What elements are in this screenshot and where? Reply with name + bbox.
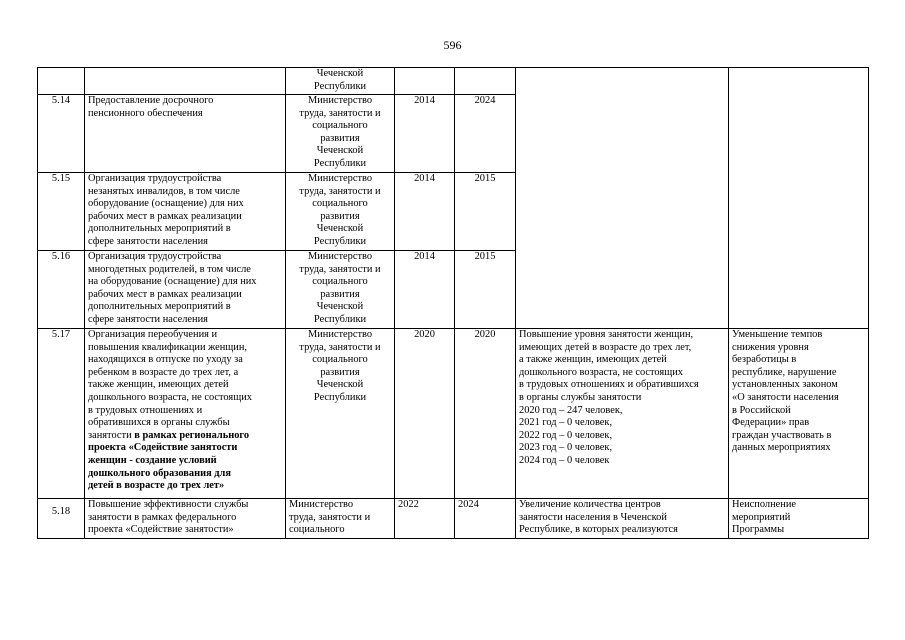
consequence-line: мероприятий: [732, 511, 791, 523]
executor-line: Чеченской: [316, 68, 364, 79]
program-activities-table: [37, 67, 869, 539]
end-year-cell: 2015: [455, 251, 516, 329]
activity-name-bold-text: в рамках регионального: [134, 429, 250, 441]
result-line: в органы службы занятости: [519, 391, 642, 403]
executor-cell: [286, 95, 395, 173]
executor-line: труда, занятости и: [299, 263, 381, 275]
end-year-cell: [455, 68, 516, 95]
activity-name-line: оборудование (оснащение) для них: [88, 198, 244, 210]
activity-name-cell: [85, 173, 286, 251]
activity-name-bold-line: детей в возрасте до трех лет»: [88, 480, 225, 492]
result-line: 2020 год – 247 человек,: [519, 404, 623, 416]
activity-name-line: на оборудование (оснащение) для них: [88, 276, 257, 288]
activity-name-line: ребенком в возрасте до трех лет, а: [88, 366, 239, 378]
activity-name-line: рабочих мест в рамках реализации: [88, 288, 242, 300]
executor-line: труда, занятости и: [299, 185, 381, 197]
activity-name-line: Организация трудоустройства: [88, 251, 222, 262]
start-year-cell: 2014: [395, 173, 455, 251]
activity-name-line: проекта «Содействие занятости»: [88, 524, 234, 536]
executor-line: развития: [320, 210, 360, 222]
result-line: в трудовых отношениях и обратившихся: [519, 379, 699, 391]
page-number: 596: [443, 38, 462, 52]
activity-name-line: незанятых инвалидов, в том числе: [88, 185, 240, 197]
executor-cell: [286, 329, 395, 499]
executor-line: развития: [320, 288, 360, 300]
result-line: 2022 год – 0 человек,: [519, 429, 613, 441]
activity-name-cell: [85, 68, 286, 95]
executor-line: Чеченской: [316, 145, 364, 157]
executor-line: социального: [312, 354, 368, 366]
executor-cell: [286, 499, 395, 539]
activity-name-cell: [85, 329, 286, 499]
row-number-cell: 5.16: [38, 251, 85, 329]
consequence-line: установленных законом: [732, 379, 838, 391]
activity-name-cell: [85, 499, 286, 539]
executor-line: Республики: [313, 235, 367, 247]
executor-line: Республики: [313, 313, 367, 325]
result-line: Увеличение количества центров: [519, 499, 661, 510]
activity-name-line: обратившихся в органы службы: [88, 417, 230, 429]
consequence-line: граждан участвовать в: [732, 429, 832, 441]
table-row: [38, 329, 869, 499]
executor-line: труда, занятости и: [299, 107, 381, 119]
start-year-cell: 2014: [395, 95, 455, 173]
executor-line: труда, занятости и: [289, 511, 371, 523]
activity-name-line: [88, 430, 282, 443]
executor-line: социального: [312, 276, 368, 288]
activity-name-bold-line: женщин - создание условий: [88, 454, 217, 466]
expected-result-cell: [516, 329, 729, 499]
activity-name-cell: [85, 251, 286, 329]
activity-name-line: сфере занятости населения: [88, 235, 208, 247]
executor-cell: [286, 251, 395, 329]
row-number-cell: 5.18: [38, 499, 85, 539]
activity-name-line: повышения квалификации женщин,: [88, 341, 248, 353]
executor-line: Министерство: [307, 173, 373, 184]
result-line: Повышение уровня занятости женщин,: [519, 329, 694, 340]
executor-line: Чеченской: [316, 379, 364, 391]
executor-line: Министерство: [307, 329, 373, 340]
consequence-line: Неисполнение: [732, 499, 796, 510]
activity-name-cell: [85, 95, 286, 173]
consequence-line: данных мероприятиях: [732, 442, 831, 454]
expected-result-cell: [516, 499, 729, 539]
activity-name-line: Организация трудоустройства: [88, 173, 222, 184]
consequence-line: снижения уровня: [732, 341, 809, 353]
row-number-cell: [38, 68, 85, 95]
executor-line: социального: [289, 524, 345, 536]
row-number-cell: 5.15: [38, 173, 85, 251]
activity-name-line: многодетных родителей, в том числе: [88, 263, 251, 275]
executor-line: Республики: [313, 80, 367, 92]
activity-name-line: находящихся в отпуске по уходу за: [88, 354, 243, 366]
consequence-line: Уменьшение темпов: [732, 329, 823, 340]
activity-name-line: в трудовых отношениях и: [88, 404, 203, 416]
consequence-line: Федерации» прав: [732, 417, 810, 429]
table-row: [38, 499, 869, 539]
executor-line: Чеченской: [316, 223, 364, 235]
result-line: а также женщин, имеющих детей: [519, 354, 667, 366]
executor-cell: [286, 173, 395, 251]
consequence-line: республике, нарушение: [732, 366, 837, 378]
consequence-line: Программы: [732, 524, 785, 536]
result-line: занятости населения в Чеченской: [519, 511, 667, 523]
executor-line: Чеченской: [316, 301, 364, 313]
activity-name-line: также женщин, имеющих детей: [88, 379, 229, 391]
executor-line: Министерство: [307, 251, 373, 262]
activity-name-bold-line: дошкольного образования для: [88, 467, 232, 479]
executor-line: развития: [320, 366, 360, 378]
result-line: 2023 год – 0 человек,: [519, 442, 613, 454]
activity-name-bold-line: проекта «Содействие занятости: [88, 442, 238, 454]
executor-line: развития: [320, 132, 360, 144]
executor-cell: [286, 68, 395, 95]
result-line: имеющих детей в возрасте до трех лет,: [519, 341, 692, 353]
activity-name-line: пенсионного обеспечения: [88, 107, 203, 119]
executor-line: Министерство: [307, 95, 373, 106]
consequence-line: «О занятости населения: [732, 391, 839, 403]
row-number-cell: 5.14: [38, 95, 85, 173]
activity-name-text: занятости: [88, 429, 135, 441]
executor-line: Республики: [313, 157, 367, 169]
result-line: дошкольного возраста, не состоящих: [519, 366, 683, 378]
result-line: 2021 год – 0 человек,: [519, 417, 613, 429]
consequence-cell: [729, 499, 869, 539]
activity-name-line: занятости в рамках федерального: [88, 511, 237, 523]
consequence-line: в Российской: [732, 404, 791, 416]
start-year-cell: 2014: [395, 251, 455, 329]
executor-line: Министерство: [289, 499, 354, 510]
activity-name-line: дополнительных мероприятий в: [88, 301, 231, 313]
start-year-cell: [395, 68, 455, 95]
activity-name-line: дополнительных мероприятий в: [88, 223, 231, 235]
expected-result-cell: [516, 68, 729, 329]
row-number-cell: 5.17: [38, 329, 85, 499]
executor-line: социального: [312, 198, 368, 210]
start-year-cell: 2022: [395, 499, 455, 539]
table-row: [38, 68, 869, 95]
activity-name-line: дошкольного возраста, не состоящих: [88, 391, 252, 403]
consequence-line: безработицы в: [732, 354, 797, 366]
activity-name-line: Организация переобучения и: [88, 329, 218, 340]
consequence-cell: [729, 329, 869, 499]
activity-name-line: рабочих мест в рамках реализации: [88, 210, 242, 222]
activity-name-line: Повышение эффективности службы: [88, 499, 249, 510]
consequence-cell: [729, 68, 869, 329]
executor-line: Республики: [313, 391, 367, 403]
end-year-cell: 2024: [455, 95, 516, 173]
end-year-cell: 2020: [455, 329, 516, 499]
activity-name-line: Предоставление досрочного: [88, 95, 214, 106]
end-year-cell: 2015: [455, 173, 516, 251]
end-year-cell: 2024: [455, 499, 516, 539]
result-line: Республике, в которых реализуются: [519, 524, 678, 536]
result-line: 2024 год – 0 человек: [519, 454, 610, 466]
executor-line: социального: [312, 120, 368, 132]
start-year-cell: 2020: [395, 329, 455, 499]
executor-line: труда, занятости и: [299, 341, 381, 353]
activity-name-line: сфере занятости населения: [88, 313, 208, 325]
